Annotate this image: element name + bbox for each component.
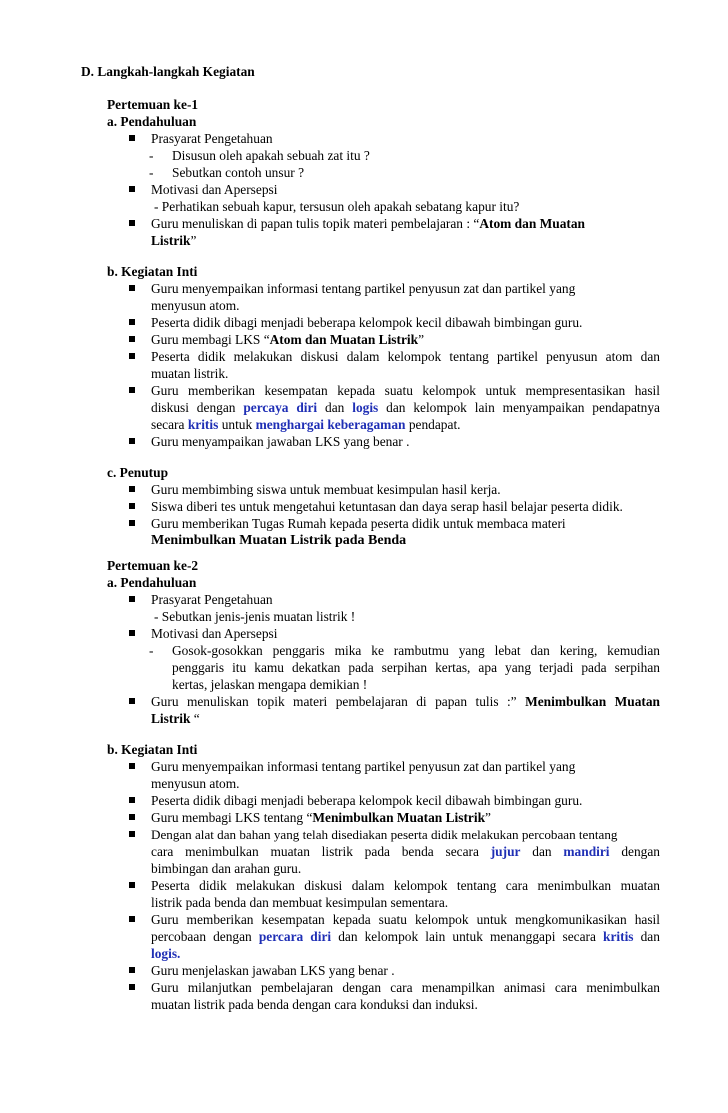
p2-a-sub-2-line-2: penggaris itu kamu dekatkan pada serpihan kertas, apa yang terjadi pada serpihan [172, 660, 660, 675]
p1-c-item-2: Siswa diberi tes untuk mengetahui ketuntasan dan daya serap hasil belajar peserta didik. [151, 499, 623, 514]
p2-a-heading: a. Pendahuluan [107, 575, 197, 590]
p2-b-item-1-line-2: menyusun atom. [151, 776, 240, 791]
p1-c-item-3-line-2: Menimbulkan Muatan Listrik pada Benda [151, 533, 407, 548]
p1-a-item-3-line-2: Listrik” [151, 233, 197, 248]
p2-a-sub-2-line-1: Gosok-gosokkan penggaris mika ke rambutmu yang lebat dan kering, kemudian [172, 643, 660, 658]
p1-b-item-1-line-2: menyusun atom. [151, 298, 240, 313]
p2-b-item-6-line-2: percobaan dengan percara diri dan kelompok lain untuk menanggapi secara kritis dan [151, 929, 660, 944]
p1-b-item-3: Guru membagi LKS “Atom dan Muatan Listrik” [151, 332, 425, 347]
p1-c-item-3-line-1: Guru memberikan Tugas Rumah kepada peserta didik untuk membaca materi [151, 516, 566, 531]
bullet-icon [129, 814, 135, 820]
section-title: D. Langkah-langkah Kegiatan [81, 64, 255, 79]
p2-b-item-5-line-2: listrik pada benda dan membuat kesimpulan sementara. [151, 895, 449, 910]
p1-b-item-6: Guru menyampaikan jawaban LKS yang benar . [151, 434, 410, 449]
p2-a-item-3-line-2: Listrik “ [151, 711, 200, 726]
p2-b-item-3: Guru membagi LKS tentang “Menimbulkan Muatan Listrik” [151, 810, 491, 825]
p1-c-heading: c. Penutup [107, 465, 169, 480]
p2-a-item-2: Motivasi dan Apersepsi [151, 626, 278, 641]
bullet-icon [129, 984, 135, 990]
bullet-icon [129, 186, 135, 192]
dash-marker: - [149, 148, 154, 163]
p1-a-item-2: Motivasi dan Apersepsi [151, 182, 278, 197]
p1-a-sub-3: - Perhatikan sebuah kapur, tersusun oleh apakah sebatang kapur itu? [154, 199, 520, 214]
meeting-2-title: Pertemuan ke-2 [107, 558, 199, 573]
p1-b-item-2: Peserta didik dibagi menjadi beberapa kelompok kecil dibawah bimbingan guru. [151, 315, 583, 330]
p2-a-item-3-line-1: Guru menuliskan topik materi pembelajaran di papan tulis :” Menimbulkan Muatan [151, 694, 660, 709]
p2-a-sub-1: - Sebutkan jenis-jenis muatan listrik ! [154, 609, 356, 624]
bullet-icon [129, 353, 135, 359]
p1-a-item-3-line-1: Guru menuliskan di papan tulis topik materi pembelajaran : “Atom dan Muatan [151, 216, 586, 231]
p2-b-item-6-line-3: logis. [151, 946, 181, 961]
bullet-icon [129, 387, 135, 393]
bullet-icon [129, 831, 135, 837]
p2-a-item-1: Prasyarat Pengetahuan [151, 592, 273, 607]
p2-b-item-5-line-1: Peserta didik melakukan diskusi dalam kelompok tentang cara menimbulkan muatan [151, 878, 660, 893]
p2-b-item-7: Guru menjelaskan jawaban LKS yang benar . [151, 963, 395, 978]
bullet-icon [129, 438, 135, 444]
bullet-icon [129, 285, 135, 291]
p2-b-item-4-line-1: Dengan alat dan bahan yang telah disediakan peserta didik melakukan percobaan tentang [151, 827, 618, 842]
meeting-1-title: Pertemuan ke-1 [107, 97, 199, 112]
p2-b-item-8-line-2: muatan listrik pada benda dengan cara konduksi dan induksi. [151, 997, 478, 1012]
bullet-icon [129, 763, 135, 769]
dash-marker: - [149, 643, 154, 658]
bullet-icon [129, 135, 135, 141]
bullet-icon [129, 319, 135, 325]
bullet-icon [129, 486, 135, 492]
p1-b-item-5-line-3: secara kritis untuk menghargai keberagaman pendapat. [151, 417, 461, 432]
p1-a-item-1: Prasyarat Pengetahuan [151, 131, 273, 146]
p1-b-heading: b. Kegiatan Inti [107, 264, 198, 279]
p1-a-heading: a. Pendahuluan [107, 114, 197, 129]
p2-b-heading: b. Kegiatan Inti [107, 742, 198, 757]
dash-marker: - [149, 165, 154, 180]
p1-b-item-5-line-2: diskusi dengan percaya diri dan logis dan kelompok lain menyampaikan pendapatnya [151, 400, 660, 415]
p2-b-item-4-line-3: bimbingan dan arahan guru. [151, 861, 302, 876]
bullet-icon [129, 520, 135, 526]
p1-b-item-4-line-1: Peserta didik melakukan diskusi dalam kelompok tentang partikel penyusun atom dan [151, 349, 660, 364]
p2-b-item-4-line-2: cara menimbulkan muatan listrik pada benda secara jujur dan mandiri dengan [151, 844, 660, 859]
p2-b-item-8-line-1: Guru milanjutkan pembelajaran dengan cara menampilkan animasi cara menimbulkan [151, 980, 660, 995]
p1-b-item-1-line-1: Guru menyempaikan informasi tentang partikel penyusun zat dan partikel yang [151, 281, 576, 296]
p1-b-item-5-line-1: Guru memberikan kesempatan kepada suatu kelompok untuk mempresentasikan hasil [151, 383, 660, 398]
bullet-icon [129, 596, 135, 602]
bullet-icon [129, 630, 135, 636]
bullet-icon [129, 967, 135, 973]
bullet-icon [129, 220, 135, 226]
p1-a-sub-1: Disusun oleh apakah sebuah zat itu ? [172, 148, 370, 163]
p2-a-sub-2-line-3: kertas, jelaskan mengapa demikian ! [172, 677, 368, 692]
p1-a-sub-2: Sebutkan contoh unsur ? [172, 165, 305, 180]
p2-b-item-2: Peserta didik dibagi menjadi beberapa kelompok kecil dibawah bimbingan guru. [151, 793, 583, 808]
p1-c-item-1: Guru membimbing siswa untuk membuat kesimpulan hasil kerja. [151, 482, 501, 497]
p1-b-item-4-line-2: muatan listrik. [151, 366, 229, 381]
bullet-icon [129, 336, 135, 342]
bullet-icon [129, 882, 135, 888]
bullet-icon [129, 503, 135, 509]
bullet-icon [129, 916, 135, 922]
p2-b-item-1-line-1: Guru menyempaikan informasi tentang partikel penyusun zat dan partikel yang [151, 759, 576, 774]
bullet-icon [129, 797, 135, 803]
p2-b-item-6-line-1: Guru memberikan kesempatan kepada suatu kelompok untuk mengkomunikasikan hasil [151, 912, 660, 927]
bullet-icon [129, 698, 135, 704]
